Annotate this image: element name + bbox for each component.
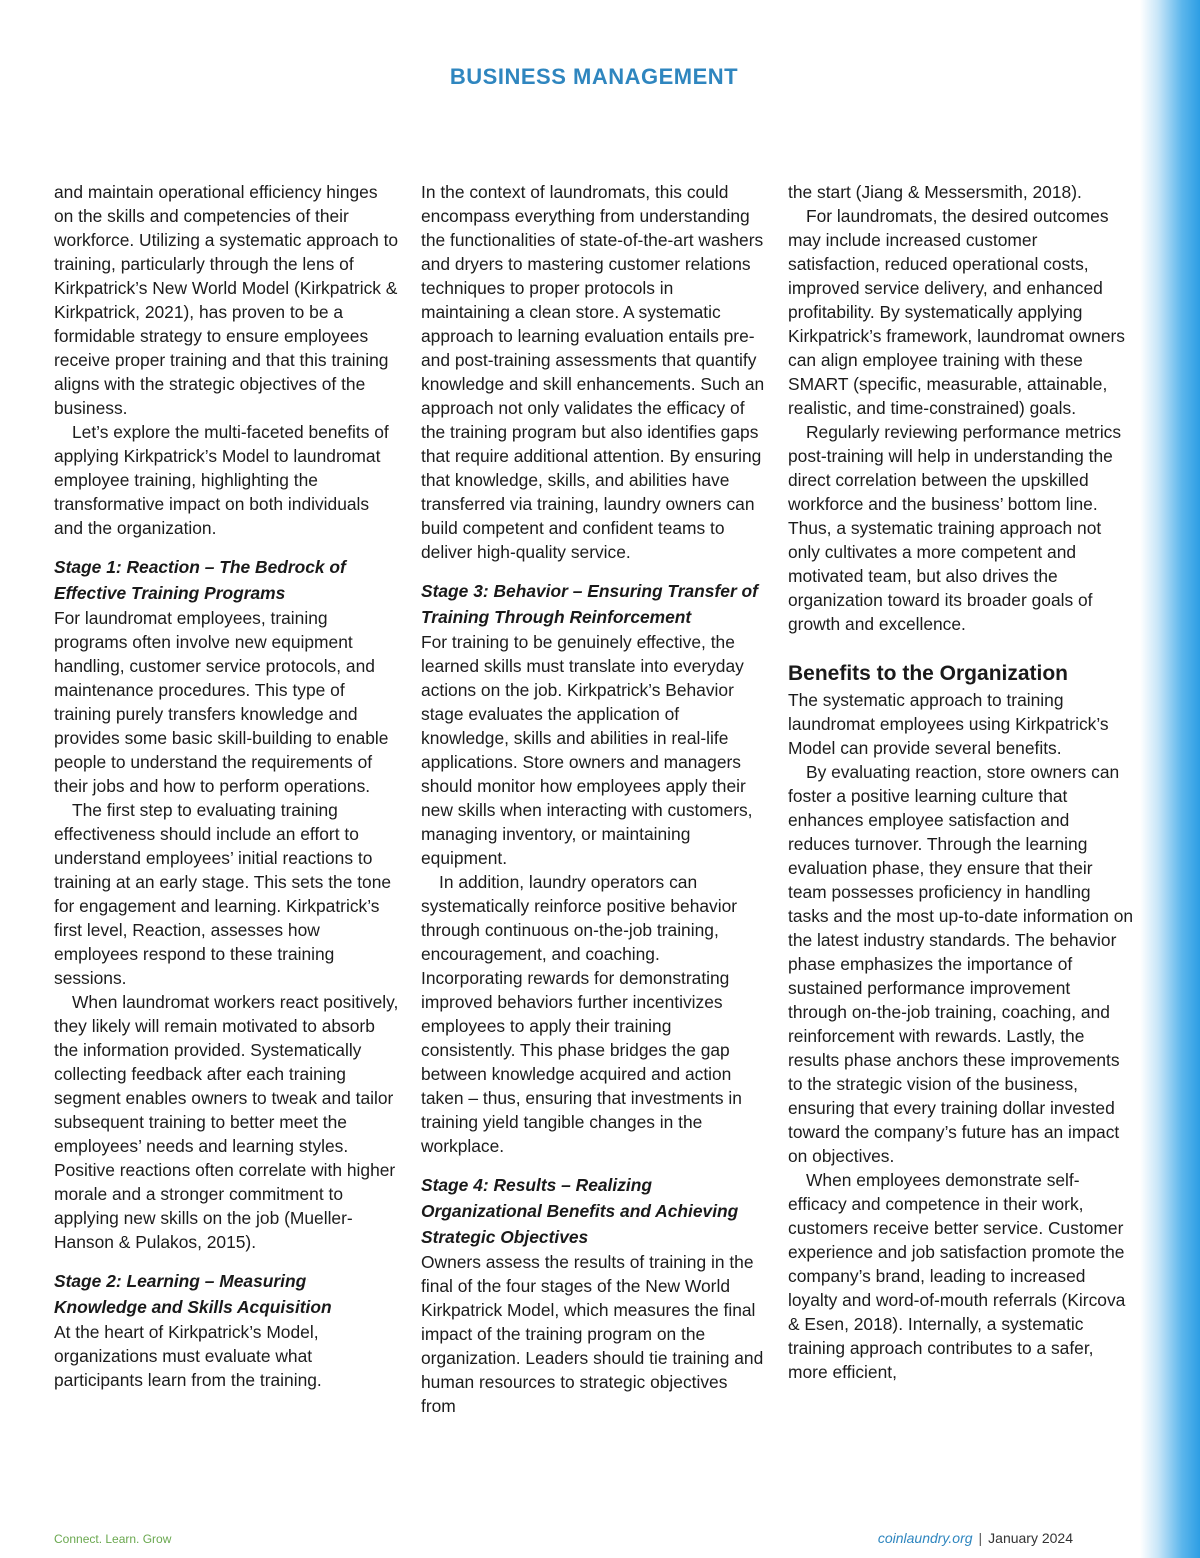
paragraph: For training to be genuinely effective, the learned skills must translate into everyday actions on the job. Kirkpatrick’s Behavior stage evaluates the application of knowledge, skills and abilities in real-life applications. Store owners and managers should monitor how employees apply their new skills when interacting with customers, managing inventory, or maintaining equipment. [421, 632, 753, 868]
paragraph: By evaluating reaction, store owners can foster a positive learning culture that enhances employee satisfaction and reduces turnover. Through the learning evaluation phase, they ensure that their team possesses proficiency in handling tasks and the most up-to-date information on the latest industry standards. The behavior phase emphasizes the importance of sustained performance improvement through on-the-job training, coaching, and reinforcement with rewards. Lastly, the results phase anchors these improvements to the strategic vision of the business, ensuring that every training dollar invested toward the company’s future has an impact on objectives. [788, 762, 1134, 1166]
footer-publication-info [878, 1530, 1073, 1546]
paragraph: For laundromat employees, training programs often involve new equipment handling, customer service protocols, and maintenance procedures. This type of training purely transfers knowledge and provides some basic skill-building to enable people to understand the requirements of their jobs and how to perform operations. [54, 608, 389, 796]
article-column-1 [54, 180, 400, 1392]
paragraph: and maintain operational efficiency hinges on the skills and competencies of their workforce. Utilizing a systematic approach to training, particularly through the lens of Kirkpatrick’s New World Model (Kirkpatrick & Kirkpatrick, 2021), has proven to be a formidable strategy to ensure employees receive proper training and that this training aligns with the strategic objectives of the business. [54, 182, 399, 418]
footer-tagline: Connect. Learn. Grow [54, 1532, 172, 1546]
article-column-3 [788, 180, 1134, 1384]
footer-site-link[interactable]: coinlaundry.org [877, 1530, 973, 1546]
subheading-stage-1: Stage 1: Reaction – The Bedrock of Effective Training Programs [54, 557, 346, 603]
paragraph: When laundromat workers react positively, they likely will remain motivated to absorb the information provided. Systematically collecting feedback after each training segment enables owners to tweak and tailor subsequent training to better meet the employees’ needs and learning styles. Positive reactions often correlate with higher morale and a stronger commitment to applying new skills on the job (Mueller-Hanson & Pulakos, 2015). [54, 992, 399, 1252]
footer-separator: | [978, 1530, 983, 1546]
article-column-2 [421, 180, 765, 1418]
paragraph: Let’s explore the multi-faceted benefits of applying Kirkpatrick’s Model to laundromat employee training, highlighting the transformative impact on both individuals and the organization. [54, 422, 389, 538]
paragraph: Owners assess the results of training in the final of the four stages of the New World Kirkpatrick Model, which measures the final impact of the training program on the organization. Leaders should tie training and human resources to strategic objectives from [421, 1252, 764, 1416]
paragraph: When employees demonstrate self-efficacy and competence in their work, customers receive better service. Customer experience and job satisfaction promote the company’s brand, leading to increased loyalty and word-of-mouth referrals (Kircova & Esen, 2018). Internally, a systematic training approach contributes to a safer, more efficient, [788, 1170, 1126, 1382]
subheading-stage-4: Stage 4: Results – Realizing Organizational Benefits and Achieving Strategic Objectives [421, 1175, 739, 1247]
footer-date: January 2024 [988, 1530, 1073, 1546]
section-heading-benefits: Benefits to the Organization [788, 662, 1069, 685]
section-header: BUSINESS MANAGEMENT [449, 64, 739, 89]
paragraph: The systematic approach to training laundromat employees using Kirkpatrick’s Model can provide several benefits. [788, 690, 1109, 758]
decorative-edge-bar [1140, 0, 1200, 1558]
paragraph: Regularly reviewing performance metrics post-training will help in understanding the direct correlation between the upskilled workforce and the business’ bottom line. Thus, a systematic training approach not only cultivates a more competent and motivated team, but also drives the organization toward its broader goals of growth and excellence. [788, 422, 1122, 634]
paragraph: In addition, laundry operators can systematically reinforce positive behavior through continuous on-the-job training, encouragement, and coaching. Incorporating rewards for demonstrating improved behaviors further incentivizes employees to apply their training consistently. This phase bridges the gap between knowledge acquired and action taken – thus, ensuring that investments in training yield tangible changes in the workplace. [421, 872, 742, 1156]
paragraph: At the heart of Kirkpatrick’s Model, organizations must evaluate what participants learn from the training. [54, 1322, 322, 1390]
paragraph: The first step to evaluating training effectiveness should include an effort to understand employees’ initial reactions to training at an early stage. This sets the tone for engagement and learning. Kirkpatrick’s first level, Reaction, assesses how employees respond to these training sessions. [54, 800, 392, 988]
subheading-stage-3: Stage 3: Behavior – Ensuring Transfer of Training Through Reinforcement [421, 581, 758, 627]
paragraph: the start (Jiang & Messersmith, 2018). [788, 182, 1082, 202]
paragraph: In the context of laundromats, this could encompass everything from understanding the functionalities of state-of-the-art washers and dryers to mastering customer relations techniques to proper protocols in maintaining a clean store. A systematic approach to learning evaluation entails pre- and post-training assessments that quantify knowledge and skill enhancements. Such an approach not only validates the efficacy of the training program but also identifies gaps that require additional attention. By ensuring that knowledge, skills, and abilities have transferred via training, laundry owners can build competent and confident teams to deliver high-quality service. [421, 182, 765, 562]
subheading-stage-2: Stage 2: Learning – Measuring Knowledge and Skills Acquisition [54, 1271, 332, 1317]
paragraph: For laundromats, the desired outcomes may include increased customer satisfaction, reduced operational costs, improved service delivery, and enhanced profitability. By systematically applying Kirkpatrick’s framework, laundromat owners can align employee training with these SMART (specific, measurable, attainable, realistic, and time-constrained) goals. [788, 206, 1125, 418]
